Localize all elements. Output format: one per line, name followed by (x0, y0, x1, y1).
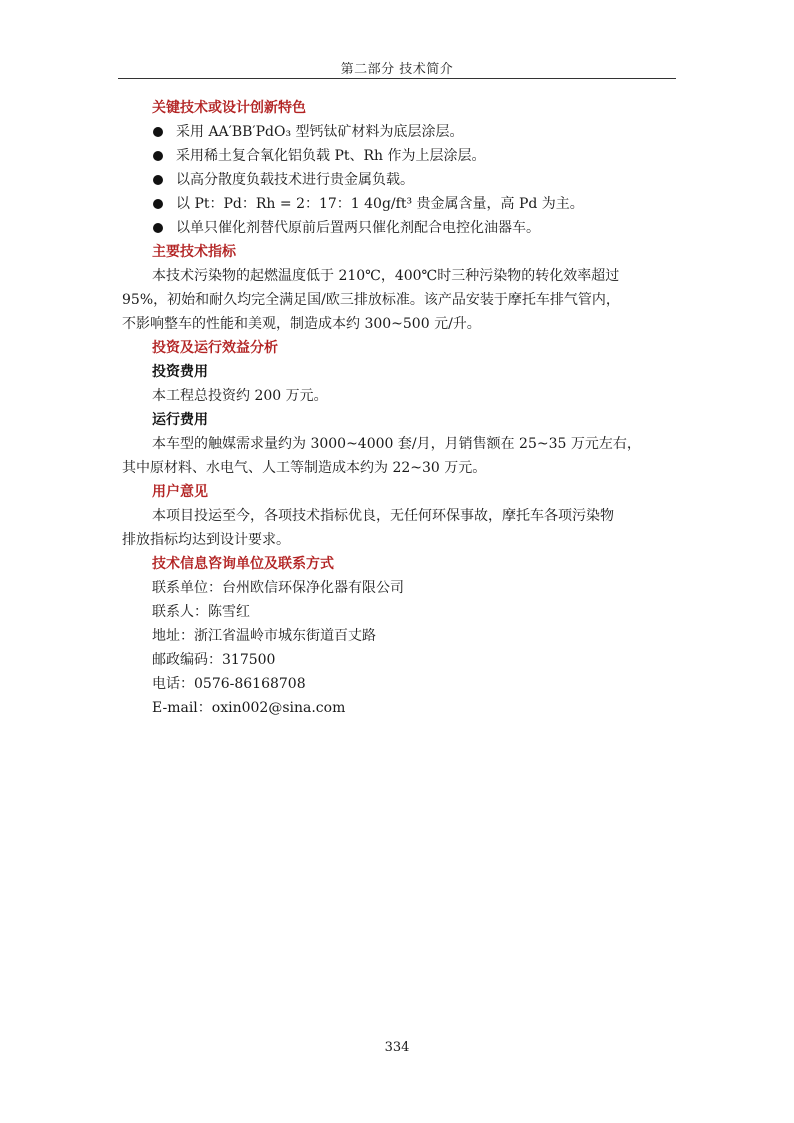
contact-address: 地址：浙江省温岭市城东街道百丈路 (152, 628, 376, 644)
operation-line-1: 本车型的触媒需求量约为 3000~4000 套/月，月销售额在 25~35 万元左右， (152, 436, 641, 452)
feedback-line-1: 本项目投运至今，各项技术指标优良，无任何环保事故，摩托车各项污染物 (152, 508, 614, 524)
investment-cost-text: 本工程总投资约 200 万元。 (152, 388, 328, 404)
contact-person: 联系人：陈雪红 (152, 604, 250, 620)
list-item-text: 采用 AA′BB′PdO₃ 型钙钛矿材料为底层涂层。 (176, 124, 464, 140)
list-item (150, 120, 690, 144)
contact-phone: 电话：0576-86168708 (152, 676, 306, 692)
section-heading-feedback: 用户意见 (152, 484, 208, 500)
bullet-icon (153, 127, 163, 137)
section-heading-investment: 投资及运行效益分析 (152, 340, 278, 356)
section-heading-indicators: 主要技术指标 (152, 244, 236, 260)
list-item (150, 168, 690, 192)
subheading-operation-cost: 运行费用 (152, 412, 208, 428)
contact-unit: 联系单位：台州欧信环保净化器有限公司 (152, 580, 404, 596)
section-heading-features: 关键技术或设计创新特色 (152, 100, 306, 116)
list-item-text: 以 Pt：Pd：Rh = 2：17：1 40g/ft³ 贵金属含量，高 Pd 为主。 (176, 196, 584, 212)
bullet-icon (153, 175, 163, 185)
list-item-text: 采用稀土复合氧化铝负载 Pt、Rh 作为上层涂层。 (176, 148, 486, 164)
bullet-icon (153, 199, 163, 209)
bullet-icon (153, 151, 163, 161)
section-heading-contact: 技术信息咨询单位及联系方式 (152, 556, 334, 572)
operation-line-2: 其中原材料、水电气、人工等制造成本约为 22~30 万元。 (122, 460, 487, 476)
header-rule (118, 78, 676, 79)
contact-email: E-mail：oxin002@sina.com (152, 700, 346, 716)
indicators-line-1: 本技术污染物的起燃温度低于 210℃，400℃时三种污染物的转化效率超过 (152, 268, 620, 284)
paragraph-line (152, 264, 690, 288)
subheading-investment-cost: 投资费用 (152, 364, 208, 380)
running-header: 第二部分 技术简介 (340, 62, 454, 77)
list-item (150, 144, 690, 168)
feedback-line-2: 排放指标均达到设计要求。 (122, 532, 290, 548)
contact-postcode: 邮政编码：317500 (152, 652, 276, 668)
list-item-text: 以高分散度负载技术进行贵金属负载。 (176, 172, 414, 188)
list-item (150, 216, 690, 240)
indicators-line-3: 不影响整车的性能和美观，制造成本约 300~500 元/升。 (122, 316, 481, 332)
page-body (122, 96, 690, 720)
indicators-line-2: 95%，初始和耐久均完全满足国/欧三排放标准。该产品安装于摩托车排气管内， (122, 292, 620, 308)
list-item-text: 以单只催化剂替代原前后置两只催化剂配合电控化油器车。 (176, 220, 540, 236)
features-list (150, 120, 690, 240)
list-item (150, 192, 690, 216)
page-number: 334 (384, 1040, 410, 1055)
bullet-icon (153, 223, 163, 233)
